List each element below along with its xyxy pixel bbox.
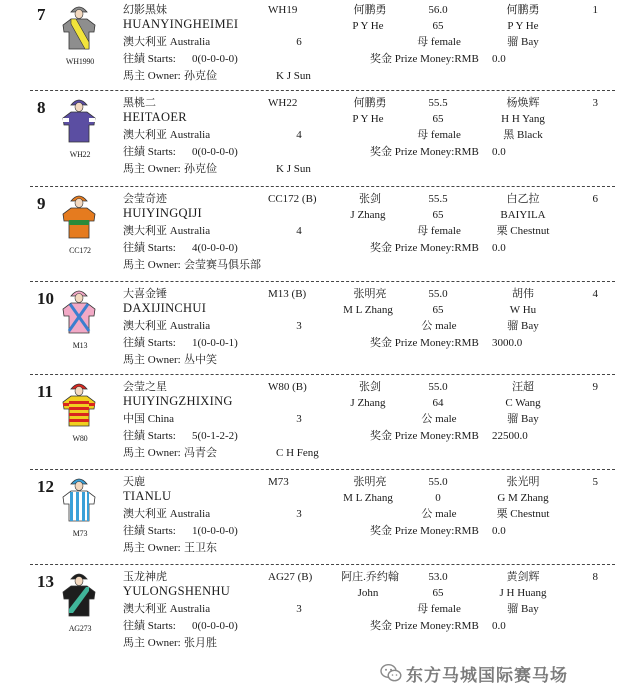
- owner-label: 馬主 Owner:: [123, 70, 181, 82]
- horse-age: 4: [296, 129, 302, 141]
- trainer-name-en: J H Huang: [499, 587, 547, 599]
- horse-name-en: TIANLU: [123, 489, 172, 503]
- owner-name: 丛中笑: [184, 354, 217, 366]
- owner-code: C H Feng: [276, 447, 319, 459]
- jockey-name-cn: 张剑: [359, 381, 381, 393]
- horse-name-cn: 玉龙神虎: [123, 571, 167, 583]
- trainer-name-cn: 杨焕辉: [506, 97, 540, 109]
- silks-code: WH22: [69, 150, 91, 159]
- trainer-name-en: P Y He: [507, 20, 539, 32]
- horse-entry: [0, 0, 639, 90]
- row-separator: [30, 186, 615, 187]
- starts-label: 往績 Starts:: [123, 430, 176, 442]
- horse-name-en: HUIYINGZHIXING: [123, 394, 233, 408]
- starts-value: 0(0-0-0-0): [192, 620, 238, 632]
- horse-sex: 母 female: [417, 225, 461, 237]
- horse-entry: [0, 93, 639, 183]
- owner-label: 馬主 Owner:: [123, 447, 181, 459]
- jockey-name-cn: 阿庄.乔约翰: [341, 571, 399, 583]
- silks-code: WH1990: [65, 57, 95, 66]
- jockey-name-en: J Zhang: [350, 397, 386, 409]
- handicap-rating: 65: [432, 587, 444, 599]
- origin: 澳大利亚 Australia: [123, 36, 211, 48]
- horse-age: 4: [296, 225, 302, 237]
- silks-code: CC172: [69, 246, 91, 255]
- jockey-name-en: M L Zhang: [343, 492, 393, 504]
- horse-name-en: YULONGSHENHU: [123, 584, 231, 598]
- trainer-name-en: H H Yang: [501, 113, 545, 125]
- jockey-silks-icon: [60, 2, 98, 50]
- horse-number: 8: [37, 98, 46, 117]
- handicap-rating: 65: [432, 304, 444, 316]
- jockey-name-en: P Y He: [352, 113, 384, 125]
- owner-label: 馬主 Owner:: [123, 542, 181, 554]
- origin: 澳大利亚 Australia: [123, 508, 211, 520]
- horse-sex: 公 male: [421, 508, 457, 520]
- starts-value: 1(0-0-0-0): [192, 525, 238, 537]
- origin: 澳大利亚 Australia: [123, 320, 211, 332]
- horse-entry: [0, 567, 639, 657]
- horse-color: 骝 Bay: [507, 603, 539, 615]
- trainer-name-cn: 黄剑辉: [506, 571, 540, 583]
- starts-value: 5(0-1-2-2): [192, 430, 238, 442]
- barrier-draw: 6: [592, 193, 598, 205]
- owner-code: K J Sun: [276, 163, 311, 175]
- carried-weight: 56.0: [428, 4, 448, 16]
- horse-age: 6: [296, 36, 302, 48]
- brand-number: M73: [268, 476, 289, 488]
- owner-label: 馬主 Owner:: [123, 163, 181, 175]
- horse-entry: [0, 284, 639, 374]
- starts-value: 4(0-0-0-0): [192, 242, 238, 254]
- horse-name-en: HUIYINGQIJI: [123, 206, 202, 220]
- owner-name: 孙克俭: [184, 70, 217, 82]
- horse-number: 10: [37, 289, 54, 308]
- horse-number: 12: [37, 477, 54, 496]
- prize-label: 奖金 Prize Money:RMB: [370, 53, 479, 65]
- owner-name: 王卫东: [184, 542, 217, 554]
- horse-color: 栗 Chestnut: [496, 225, 550, 237]
- prize-money: 0.0: [492, 525, 506, 537]
- horse-name-cn: 黑桃二: [123, 97, 156, 109]
- jockey-name-cn: 张明亮: [353, 288, 387, 300]
- jockey-name-en: M L Zhang: [343, 304, 393, 316]
- trainer-name-cn: 胡伟: [512, 288, 534, 300]
- jockey-name-cn: 何鹏勇: [353, 4, 387, 16]
- brand-number: W80 (B): [268, 381, 307, 393]
- prize-label: 奖金 Prize Money:RMB: [370, 525, 479, 537]
- carried-weight: 55.5: [428, 97, 448, 109]
- silks-code: M13: [72, 341, 88, 350]
- brand-number: WH19: [268, 4, 298, 16]
- horse-sex: 母 female: [417, 129, 461, 141]
- carried-weight: 53.0: [428, 571, 448, 583]
- trainer-name-cn: 何鹏勇: [506, 4, 540, 16]
- starts-value: 0(0-0-0-0): [192, 53, 238, 65]
- trainer-name-cn: 汪超: [512, 381, 534, 393]
- barrier-draw: 5: [592, 476, 598, 488]
- row-separator: [30, 281, 615, 282]
- handicap-rating: 64: [432, 397, 444, 409]
- barrier-draw: 3: [592, 97, 598, 109]
- horse-sex: 公 male: [421, 320, 457, 332]
- barrier-draw: 4: [592, 288, 598, 300]
- footer-watermark: [370, 660, 635, 686]
- horse-age: 3: [296, 320, 302, 332]
- horse-age: 3: [296, 603, 302, 615]
- prize-money: 0.0: [492, 146, 506, 158]
- horse-name-en: HUANYINGHEIMEI: [123, 17, 239, 31]
- owner-name: 张月胜: [184, 637, 217, 649]
- owner-label: 馬主 Owner:: [123, 354, 181, 366]
- barrier-draw: 8: [592, 571, 598, 583]
- row-separator: [30, 374, 615, 375]
- carried-weight: 55.0: [428, 288, 448, 300]
- trainer-name-en: W Hu: [509, 304, 537, 316]
- horse-name-en: DAXIJINCHUI: [123, 301, 207, 315]
- row-separator: [30, 469, 615, 470]
- handicap-rating: 65: [432, 209, 444, 221]
- horse-sex: 公 male: [421, 413, 457, 425]
- origin: 澳大利亚 Australia: [123, 603, 211, 615]
- horse-age: 3: [296, 413, 302, 425]
- brand-number: AG27 (B): [268, 571, 313, 583]
- prize-label: 奖金 Prize Money:RMB: [370, 337, 479, 349]
- wechat-icon: [380, 663, 402, 683]
- horse-sex: 母 female: [417, 36, 461, 48]
- brand-number: WH22: [268, 97, 298, 109]
- silks-code: W80: [72, 434, 88, 443]
- horse-name-en: HEITAOER: [123, 110, 187, 124]
- owner-name: 会莹赛马俱乐部: [184, 259, 261, 271]
- horse-color: 黑 Black: [503, 129, 543, 141]
- barrier-draw: 1: [592, 4, 598, 16]
- jockey-name-en: John: [357, 587, 379, 599]
- owner-code: K J Sun: [276, 70, 311, 82]
- carried-weight: 55.0: [428, 381, 448, 393]
- horse-color: 骝 Bay: [507, 320, 539, 332]
- horse-color: 栗 Chestnut: [496, 508, 550, 520]
- owner-label: 馬主 Owner:: [123, 637, 181, 649]
- horse-number: 9: [37, 194, 46, 213]
- handicap-rating: 65: [432, 20, 444, 32]
- origin: 中国 China: [123, 413, 175, 425]
- handicap-rating: 0: [435, 492, 441, 504]
- jockey-name-en: P Y He: [352, 20, 384, 32]
- horse-name-cn: 会莹奇迹: [123, 193, 167, 205]
- brand-number: M13 (B): [268, 288, 307, 300]
- horse-number: 11: [37, 382, 54, 401]
- prize-label: 奖金 Prize Money:RMB: [370, 242, 479, 254]
- row-separator: [30, 564, 615, 565]
- prize-money: 22500.0: [492, 430, 528, 442]
- horse-color: 骝 Bay: [507, 36, 539, 48]
- brand-number: CC172 (B): [268, 193, 317, 205]
- prize-money: 0.0: [492, 242, 506, 254]
- trainer-name-cn: 张光明: [506, 476, 540, 488]
- handicap-rating: 65: [432, 113, 444, 125]
- starts-label: 往績 Starts:: [123, 242, 176, 254]
- origin: 澳大利亚 Australia: [123, 129, 211, 141]
- horse-name-cn: 幻影黑妹: [123, 4, 167, 16]
- jockey-silks-icon: [60, 286, 98, 334]
- starts-value: 0(0-0-0-0): [192, 146, 238, 158]
- horse-color: 骝 Bay: [507, 413, 539, 425]
- barrier-draw: 9: [592, 381, 598, 393]
- trainer-name-cn: 白乙拉: [506, 193, 540, 205]
- prize-money: 3000.0: [492, 337, 523, 349]
- carried-weight: 55.0: [428, 476, 448, 488]
- origin: 澳大利亚 Australia: [123, 225, 211, 237]
- starts-label: 往績 Starts:: [123, 620, 176, 632]
- prize-label: 奖金 Prize Money:RMB: [370, 146, 479, 158]
- starts-label: 往績 Starts:: [123, 337, 176, 349]
- trainer-name-en: G M Zhang: [497, 492, 549, 504]
- jockey-silks-icon: [60, 95, 98, 143]
- jockey-name-cn: 张剑: [359, 193, 381, 205]
- owner-name: 冯青会: [184, 447, 217, 459]
- trainer-name-en: BAIYILA: [500, 209, 546, 221]
- carried-weight: 55.5: [428, 193, 448, 205]
- jockey-silks-icon: [60, 191, 98, 239]
- silks-code: M73: [72, 529, 88, 538]
- jockey-silks-icon: [60, 474, 98, 522]
- horse-entry: [0, 189, 639, 279]
- owner-name: 孙克俭: [184, 163, 217, 175]
- starts-label: 往績 Starts:: [123, 525, 176, 537]
- jockey-silks-icon: [60, 379, 98, 427]
- horse-name-cn: 天鹿: [123, 476, 145, 488]
- horse-number: 13: [37, 572, 54, 591]
- horse-name-cn: 会莹之星: [123, 381, 167, 393]
- owner-label: 馬主 Owner:: [123, 259, 181, 271]
- horse-name-cn: 大喜金锤: [123, 288, 167, 300]
- horse-number: 7: [37, 5, 46, 24]
- horse-age: 3: [296, 508, 302, 520]
- horse-entry: [0, 377, 639, 467]
- jockey-name-en: J Zhang: [350, 209, 386, 221]
- jockey-silks-icon: [60, 569, 98, 617]
- starts-label: 往績 Starts:: [123, 53, 176, 65]
- starts-value: 1(0-0-0-1): [192, 337, 238, 349]
- trainer-name-en: C Wang: [505, 397, 541, 409]
- horse-entry: [0, 472, 639, 562]
- silks-code: AG273: [68, 624, 92, 633]
- horse-sex: 母 female: [417, 603, 461, 615]
- prize-money: 0.0: [492, 620, 506, 632]
- footer-text: 东方马城国际赛马场: [406, 666, 568, 686]
- row-separator: [30, 90, 615, 91]
- prize-label: 奖金 Prize Money:RMB: [370, 620, 479, 632]
- prize-money: 0.0: [492, 53, 506, 65]
- prize-label: 奖金 Prize Money:RMB: [370, 430, 479, 442]
- jockey-name-cn: 何鹏勇: [353, 97, 387, 109]
- jockey-name-cn: 张明亮: [353, 476, 387, 488]
- starts-label: 往績 Starts:: [123, 146, 176, 158]
